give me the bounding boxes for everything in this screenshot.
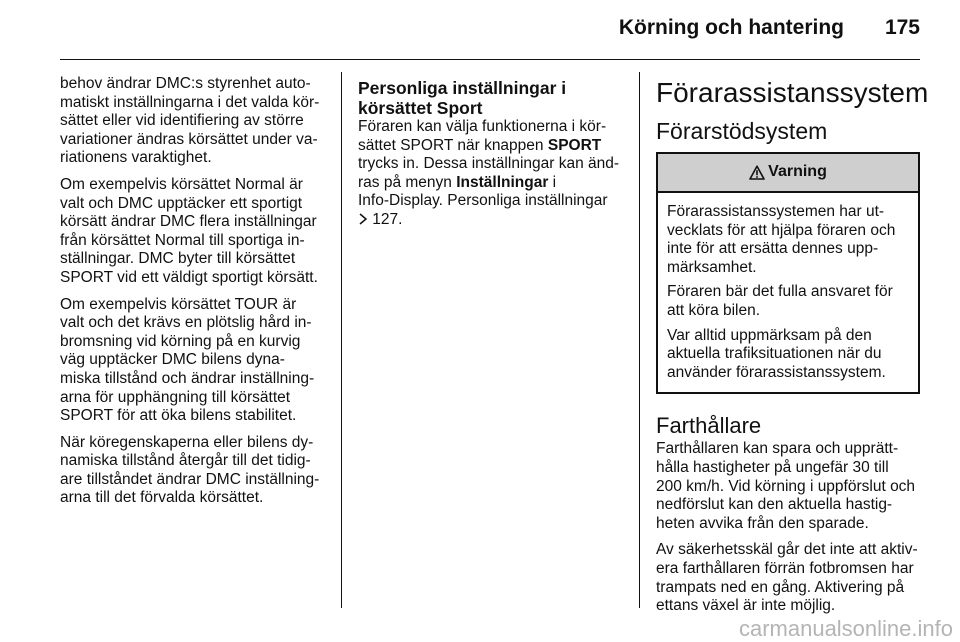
- text-run: Föraren kan välja funktionerna i kör- sättet SPORT när knappen: [358, 118, 607, 154]
- settings-menu-name: Inställningar: [456, 173, 549, 191]
- paragraph: behov ändrar DMC:s styrenhet auto- matiskt inställningarna i det valda kör- sättet eller vid identifiering av större variationer ändras körsättet under va- riationens varaktighet.: [60, 75, 320, 167]
- warning-box: [656, 152, 920, 394]
- paragraph: Av säkerhetsskäl går det inte att aktiv- era farthållaren förrän fotbromsen har trampats ned en gång. Aktivering på ettans växel är inte möjlig.: [656, 541, 918, 615]
- header-title: Körning och hantering: [618, 16, 844, 39]
- paragraph: Om exempelvis körsättet TOUR är valt och det krävs en plötslig hård in- bromsning vid körning på en kurvig väg upptäcker DMC bilens dyna- miska tillstånd och ändrar inställning- arna för upphängning till körsättet SPORT för att öka bilens stabilitet.: [60, 295, 315, 425]
- page-reference[interactable]: 127.: [368, 210, 403, 228]
- column-right: [656, 77, 929, 624]
- paragraph: Om exempelvis körsättet Normal är valt och DMC upptäcker ett sportigt körsätt ändrar DMC flera inställningar från körsättet Normal till sportiga in- ställningar. DMC byter till körsättet SPORT vid ett väldigt sportigt körsätt.: [60, 175, 318, 286]
- sport-button-name: SPORT: [547, 136, 602, 154]
- text-run: trycks in. Dessa inställningar kan änd- ras på menyn: [358, 155, 620, 191]
- section-heading-sport-settings: Personliga inställningar i körsättet Sport: [358, 78, 567, 118]
- paragraph-sport-settings: [358, 118, 624, 231]
- section-title: Förarstödsystem: [656, 118, 828, 144]
- paragraph: Farthållaren kan spara och upprätt- hålla hastigheter på ungefär 30 till 200 km/h. Vid körning i uppförslut och nedförslut kan den aktuella hastig- heten avvika från den sparade.: [656, 440, 916, 532]
- section-heading-cruise-control: Farthållare: [656, 413, 762, 439]
- page-number: 175: [884, 16, 920, 39]
- warning-paragraph: Var alltid uppmärksam på den aktuella trafiksituationen när du använder förarassistanssystem.: [667, 326, 886, 381]
- page-ref-triangle-icon: [358, 212, 368, 231]
- column-left: [60, 75, 328, 516]
- text-run: i Info-Display. Personliga inställningar: [358, 173, 608, 210]
- warning-header: [658, 154, 918, 193]
- chapter-title: Förarassistanssystem: [656, 77, 929, 108]
- column-middle: [358, 78, 624, 231]
- warning-triangle-icon: [749, 165, 765, 180]
- watermark: carmanualsonline.info: [738, 616, 953, 641]
- warning-body: [658, 193, 918, 392]
- warning-paragraph: Föraren bär det fulla ansvaret för att köra bilen.: [667, 283, 893, 319]
- warning-label: Varning: [768, 163, 827, 181]
- column-divider-left: [341, 72, 342, 608]
- paragraph: När köregenskaperna eller bilens dy- namiska tillstånd återgår till det tidig- are tillståndet ändrar DMC inställning- arna till det förvalda körsättet.: [60, 433, 320, 507]
- warning-paragraph: Förarassistanssystemen har ut- vecklats för att hjälpa föraren och inte för att ersätta dennes upp- märksamhet.: [667, 203, 896, 276]
- header-rule: [60, 59, 920, 60]
- column-divider-right: [639, 72, 640, 608]
